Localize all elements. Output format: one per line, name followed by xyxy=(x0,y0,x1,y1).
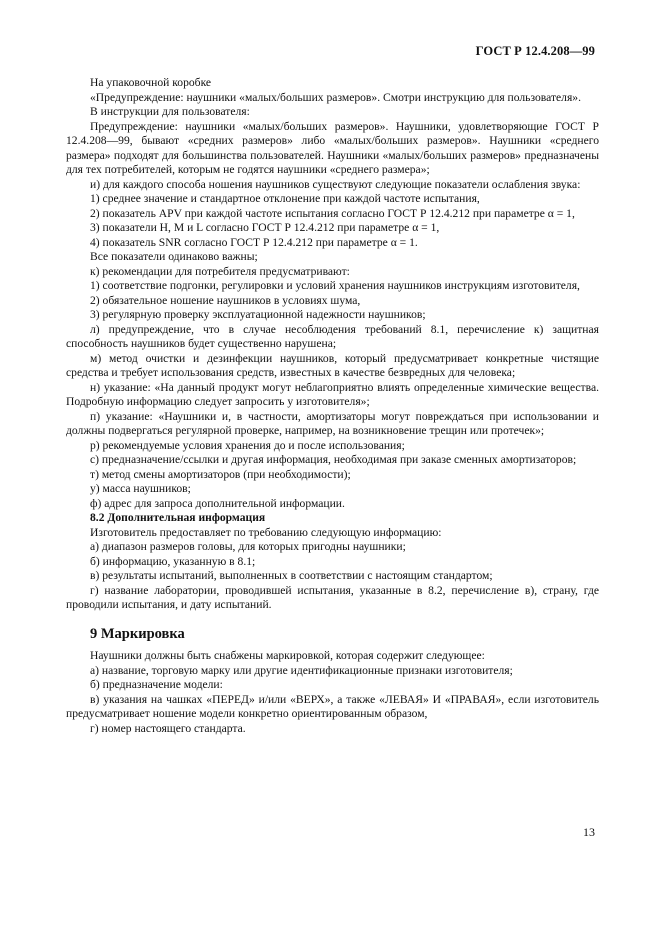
paragraph: т) метод смены амортизаторов (при необходимости); xyxy=(90,467,351,481)
paragraph: 1) среднее значение и стандартное отклонение при каждой частоте испытания, xyxy=(90,192,480,205)
paragraph: В инструкции для пользователя: xyxy=(90,105,250,118)
paragraph: г) название лаборатории, проводившей испытания, указанные в 8.2, перечисление в), страну, где проводили испытания, и дату испытаний. xyxy=(66,583,599,611)
paragraph: На упаковочной коробке xyxy=(90,76,212,89)
paragraph: р) рекомендуемые условия хранения до и после использования; xyxy=(90,438,405,452)
paragraph: 4) показатель SNR согласно ГОСТ Р 12.4.212 при параметре α = 1. xyxy=(90,235,418,249)
paragraph: м) метод очистки и дезинфекции наушников, который предусматривает конкретные чистящие средства и требует использования средств, известных в качестве безвредных для человека; xyxy=(66,351,599,379)
paragraph: б) информацию, указанную в 8.1; xyxy=(90,554,256,568)
document-header: ГОСТ Р 12.4.208—99 xyxy=(475,44,595,58)
document-body xyxy=(66,76,599,736)
subsection-title: 8.2 Дополнительная информация xyxy=(90,511,266,524)
paragraph: г) номер настоящего стандарта. xyxy=(90,721,246,735)
paragraph: в) результаты испытаний, выполненных в соответствии с настоящим стандартом; xyxy=(90,569,493,582)
paragraph: п) указание: «Наушники и, в частности, амортизаторы могут повреждаться при использовании и должны подвергаться регулярной проверке, например, на возникновение трещин или протечек»; xyxy=(66,409,599,437)
section-9 xyxy=(66,649,599,736)
paragraph: 1) соответствие подгонки, регулировки и условий хранения наушников инструкциям изготовителя, xyxy=(90,279,580,292)
paragraph: с) предназначение/ссылки и другая информация, необходимая при заказе сменных амортизаторов; xyxy=(90,453,577,466)
paragraph: у) масса наушников; xyxy=(90,482,191,495)
paragraph: и) для каждого способа ношения наушников существуют следующие показатели ослабления звука: xyxy=(90,177,581,191)
paragraph: в) указания на чашках «ПЕРЕД» и/или «ВЕРХ», а также «ЛЕВАЯ» И «ПРАВАЯ», если изготовитель предусматривает ношение модели конкретно ориентированным образом, xyxy=(66,692,599,720)
paragraph: ф) адрес для запроса дополнительной информации. xyxy=(90,496,345,510)
paragraph: н) указание: «На данный продукт могут неблагоприятно влиять определенные химические вещества. Подробную информацию следует запросить у изготовителя»; xyxy=(66,380,599,408)
paragraph: Все показатели одинаково важны; xyxy=(90,250,258,263)
paragraph: 2) показатель APV при каждой частоте испытания согласно ГОСТ Р 12.4.212 при параметре α = 1, xyxy=(90,206,575,220)
paragraph: Предупреждение: наушники «малых/больших размеров». Наушники, удовлетворяющие ГОСТ Р 12.4.208—99, бывают «средних размеров» либо «малых/больших размеров». Наушники «среднего размера» подходят для большинства пользователей. Наушники «малых/больших размеров» предназначены для тех потребителей, которым не годятся наушники «среднего размера»; xyxy=(66,119,599,176)
page-number: 13 xyxy=(583,825,595,839)
section-9-title: 9 Маркировка xyxy=(90,625,185,642)
paragraph: б) предназначение модели: xyxy=(90,678,223,691)
paragraph: 3) регулярную проверку эксплуатационной надежности наушников; xyxy=(90,308,426,321)
section-8-1-continued xyxy=(66,76,599,511)
paragraph: а) название, торговую марку или другие идентификационные признаки изготовителя; xyxy=(90,663,513,677)
paragraph: «Предупреждение: наушники «малых/больших размеров». Смотри инструкцию для пользователя». xyxy=(90,90,581,104)
paragraph: 3) показатели H, M и L согласно ГОСТ Р 12.4.212 при параметре α = 1, xyxy=(90,221,440,234)
paragraph: Наушники должны быть снабжены маркировкой, которая содержит следующее: xyxy=(90,649,485,662)
section-8-2 xyxy=(66,511,599,613)
paragraph: а) диапазон размеров головы, для которых пригодны наушники; xyxy=(90,540,406,553)
paragraph: Изготовитель предоставляет по требованию следующую информацию: xyxy=(90,525,442,539)
paragraph: л) предупреждение, что в случае несоблюдения требований 8.1, перечисление к) защитная способность наушников будет существенно нарушена; xyxy=(66,322,599,350)
paragraph: к) рекомендации для потребителя предусматривают: xyxy=(90,264,350,278)
paragraph: 2) обязательное ношение наушников в условиях шума, xyxy=(90,293,361,307)
